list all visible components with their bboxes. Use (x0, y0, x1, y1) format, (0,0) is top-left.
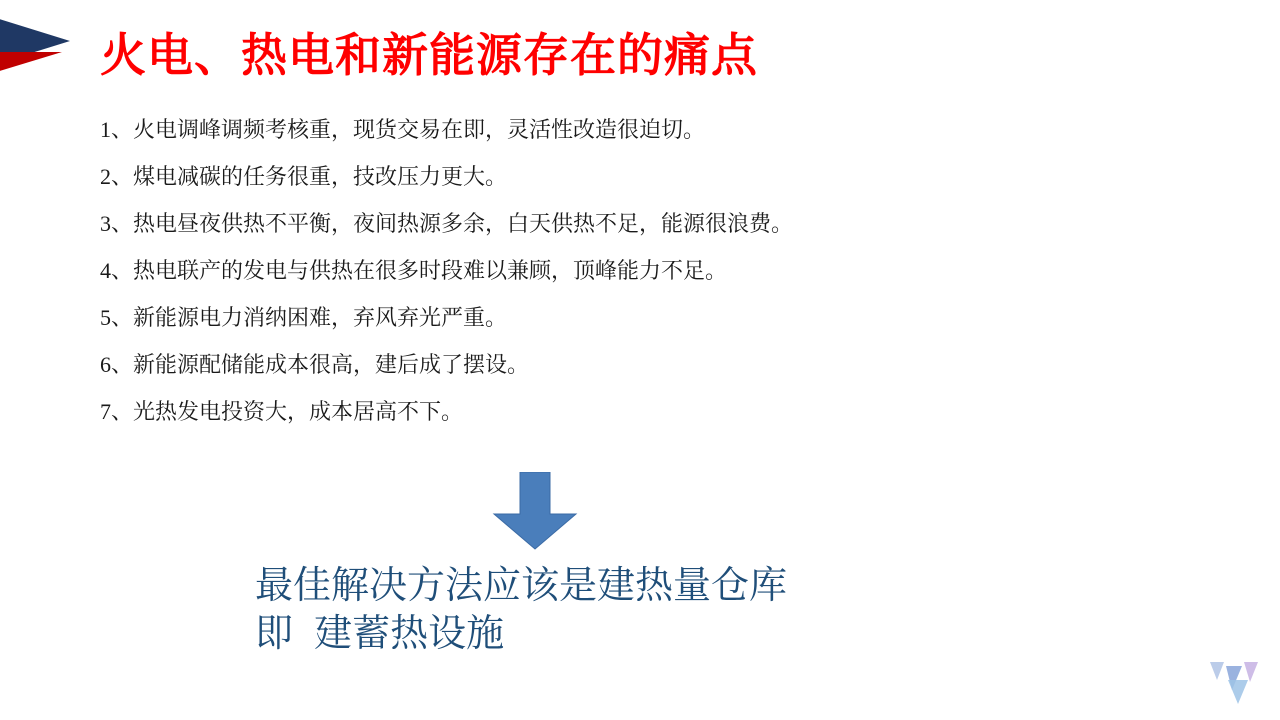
list-item: 2、煤电减碳的任务很重，技改压力更大。 (100, 164, 508, 189)
list-item: 5、新能源电力消纳困难，弃风弃光严重。 (100, 305, 508, 330)
list-item: 4、热电联产的发电与供热在很多时段难以兼顾，顶峰能力不足。 (100, 258, 728, 283)
pain-point-list (100, 106, 1200, 435)
conclusion-line-1: 最佳解决方法应该是建热量仓库 (255, 565, 788, 607)
corner-red-triangle-icon (0, 52, 62, 80)
conclusion-text (255, 562, 1155, 658)
corner-decoration (0, 0, 92, 92)
list-item: 6、新能源配储能成本很高，建后成了摆设。 (100, 352, 530, 377)
down-arrow-icon (492, 472, 578, 550)
page-title: 火电、热电和新能源存在的痛点 (100, 29, 758, 81)
list-item: 1、火电调峰调频考核重，现货交易在即，灵活性改造很迫切。 (100, 117, 706, 142)
list-item: 3、热电昼夜供热不平衡，夜间热源多余，白天供热不足，能源很浪费。 (100, 211, 794, 236)
conclusion-line-2: 即 建蓄热设施 (255, 613, 505, 655)
list-item: 7、光热发电投资大，成本居高不下。 (100, 399, 464, 424)
brand-logo-icon (1208, 660, 1264, 706)
